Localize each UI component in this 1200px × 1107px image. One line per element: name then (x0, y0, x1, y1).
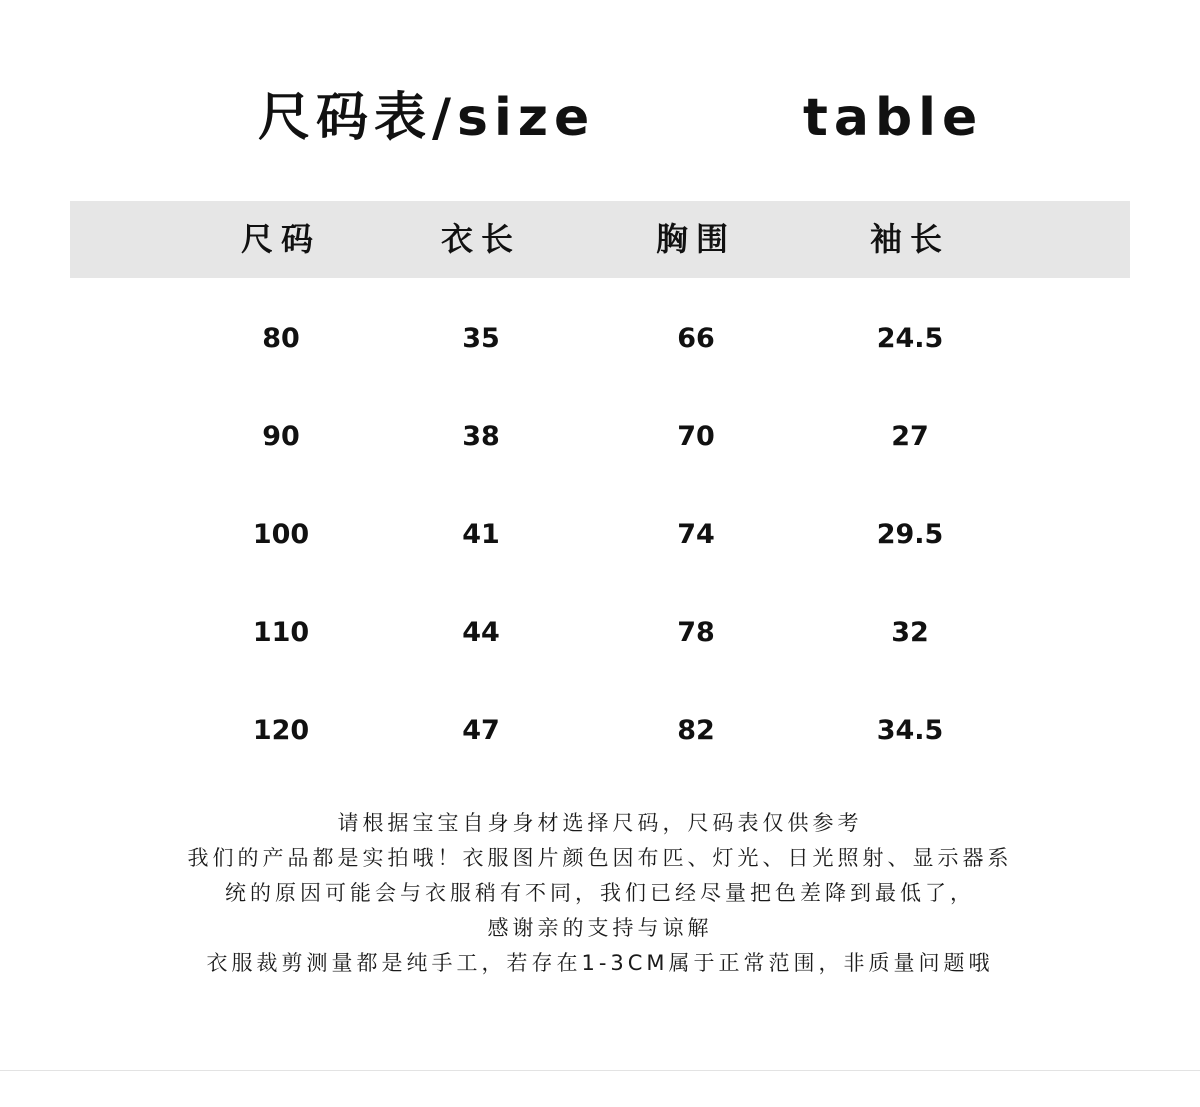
header-length: 衣长 (440, 220, 521, 258)
length-cell: 38 (462, 421, 500, 452)
chest-cell: 74 (677, 519, 715, 550)
note-line: 请根据宝宝自身身材选择尺码，尺码表仅供参考 (337, 811, 863, 835)
length-cell: 35 (462, 323, 500, 354)
size-cell: 80 (262, 323, 300, 354)
sleeve-cell: 32 (891, 617, 929, 648)
sleeve-cell: 29.5 (876, 519, 944, 550)
title-right-text: table (803, 88, 984, 148)
size-notes (60, 806, 1140, 981)
note-line: 衣服裁剪测量都是纯手工，若存在1-3CM属于正常范围，非质量问题哦 (206, 951, 994, 975)
sleeve-cell: 27 (891, 421, 929, 452)
table-header-row (70, 201, 1130, 278)
table-row (0, 486, 1200, 584)
chest-cell: 66 (677, 323, 715, 354)
length-cell: 47 (462, 715, 500, 746)
header-sleeve: 袖长 (869, 220, 950, 258)
chest-cell: 82 (677, 715, 715, 746)
note-line: 我们的产品都是实拍哦！衣服图片颜色因布匹、灯光、日光照射、显示器系 (187, 846, 1013, 870)
size-cell: 90 (262, 421, 300, 452)
table-row (0, 290, 1200, 388)
sleeve-cell: 24.5 (876, 323, 944, 354)
title-left-text: 尺码表/size (258, 88, 596, 148)
length-cell: 44 (462, 617, 500, 648)
size-cell: 120 (252, 715, 310, 746)
table-row (0, 584, 1200, 682)
chest-cell: 70 (677, 421, 715, 452)
chest-cell: 78 (677, 617, 715, 648)
bottom-divider (0, 1070, 1200, 1071)
table-body (0, 290, 1200, 780)
note-line: 统的原因可能会与衣服稍有不同，我们已经尽量把色差降到最低了， (225, 881, 975, 905)
note-line: 感谢亲的支持与谅解 (487, 916, 713, 940)
header-size: 尺码 (240, 220, 321, 258)
size-cell: 110 (252, 617, 310, 648)
header-chest: 胸围 (655, 220, 736, 258)
length-cell: 41 (462, 519, 500, 550)
sleeve-cell: 34.5 (876, 715, 944, 746)
size-cell: 100 (252, 519, 310, 550)
table-row (0, 388, 1200, 486)
table-row (0, 682, 1200, 780)
size-table-title (0, 78, 1200, 158)
